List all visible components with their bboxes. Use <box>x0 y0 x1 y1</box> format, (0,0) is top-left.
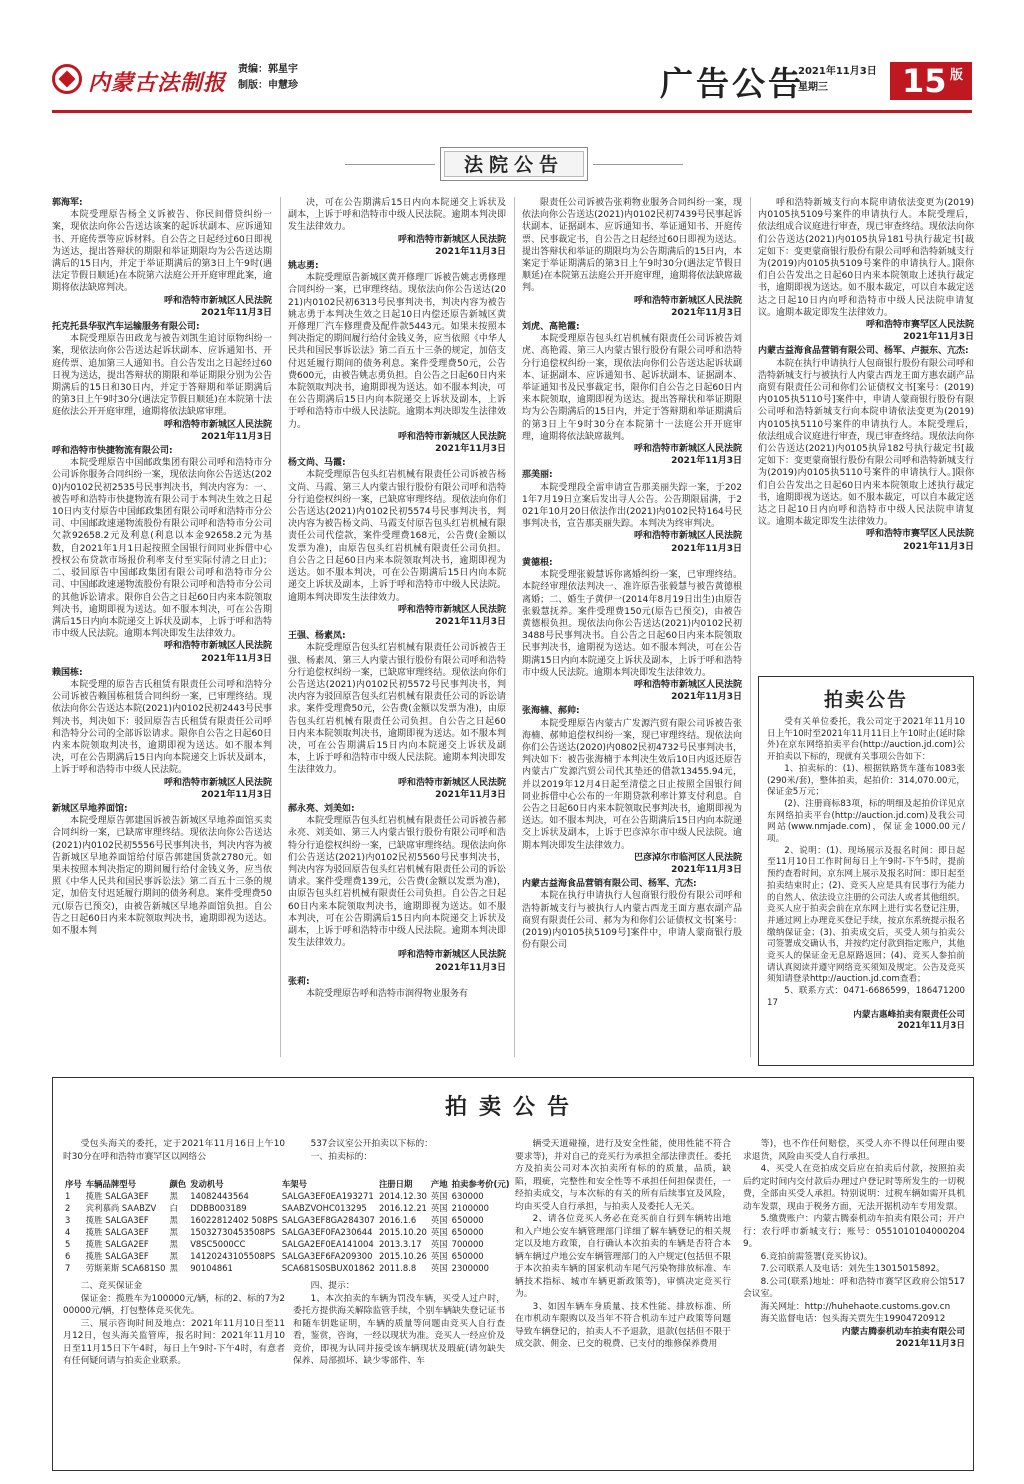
notice-party: 托克托县华驭汽车运输服务有限公司: <box>52 322 200 333</box>
vehicle-auction-signature: 内蒙古腾泰机动车拍卖有限公司 <box>841 1326 965 1337</box>
table-cell: 700000 <box>451 1239 484 1249</box>
court-notice <box>288 197 506 258</box>
notice-party: 杨文尚、马霞: <box>288 458 346 469</box>
court-notice <box>288 803 506 974</box>
notice-column-4 <box>758 197 974 657</box>
table-cell: 90104861 <box>190 1263 233 1273</box>
auction-date: 2021年11月3日 <box>897 1021 965 1032</box>
notice-court: 呼和浩特市新城区人民法院 <box>163 295 272 306</box>
table-cell: 2300000 <box>451 1263 489 1273</box>
court-notice <box>52 197 272 319</box>
table-cell: 英国 <box>430 1191 448 1201</box>
notice-body: 本院在执行申请执行人包商银行股份有限公司呼和浩特新城支行与被执行人内蒙古西龙王面方惠农副产品商贸有限责任公司、郝为为和你们公证债权文书[案号：(2019)内0105执5109号]案件中，申请人蒙商银行股份有限公司 <box>522 891 742 951</box>
notice-party: 张莉: <box>288 976 310 987</box>
notice-party: 王强、杨素凤: <box>288 631 346 642</box>
table-cell: 2016.12.21 <box>378 1203 427 1213</box>
vehicle-auction-paragraph: 保证金：揽胜车为100000元/辆，标的2、标的7为200000元/辆，打包整体竞买优先。 <box>63 1293 285 1316</box>
table-row <box>63 1190 512 1202</box>
notice-date: 2021年11月3日 <box>201 431 272 442</box>
vehicle-auction-paragraph: 4、买受人在竞拍成交后应在拍卖后付款，按照拍卖后约定时间内交付款后办理过户登记时等所发生的一切税费，全部由买受人承担。特别说明：过税车辆如需开具机动车发票，现由于税务方面，无法开据机动车专用发票。 <box>743 1164 965 1212</box>
court-notice <box>288 260 506 455</box>
vehicle-auction-col-1 <box>63 1138 285 1163</box>
table-header-row <box>63 1178 512 1190</box>
notice-body: 限责任公司诉被告张莉物业服务合同纠纷一案，现依法向你公告送达(2021)内0102民初7439号民事起诉状副本、证据副本、应诉通知书、举证通知书、开庭传票、民事裁定书，自公告之日起经过60日即视为送达。提出答辩状和举证的期限均为公告期满后的15日内，本案定于举证期满后的第3日上午9时30分(遇法定节假日顺延)在本院第五法庭公开开庭审理，逾期将依法缺席裁判。 <box>522 198 742 294</box>
vehicle-auction-paragraph: 6.竞拍前需签署(竞买协议)。 <box>760 1251 873 1262</box>
vehicle-auction-paragraph: 7.公司联系人及电话：刘先生13015015892。 <box>760 1264 945 1274</box>
notice-party: 郝永亮、刘美如: <box>288 803 355 814</box>
table-row <box>63 1250 512 1262</box>
table-cell: 英国 <box>430 1227 448 1237</box>
table-cell: SALGA3EF6FA209300 <box>281 1251 373 1261</box>
auction-paragraph: (2)、注册商标83项，标的明细及起拍价详见京东网络拍卖平台(http://auction.jd.com)及我公司网站(www.nmjade.com)，保证金1000.00元/项。 <box>767 798 965 845</box>
notice-court: 巴彦淖尔市临河区人民法院 <box>633 852 742 863</box>
table-cell: 2011.8.8 <box>378 1263 417 1273</box>
notice-column-3 <box>522 197 742 1047</box>
notice-party: 内蒙古益海食品营销有限公司、杨军、卢振东、亢杰: <box>758 346 969 357</box>
table-cell: 16022812402 508PS <box>190 1215 278 1225</box>
table-header: 发动机号 <box>190 1179 224 1189</box>
notice-party: 内蒙古益海食品营销有限公司、杨军、亢杰: <box>522 879 697 890</box>
vehicle-auction-intro-2: 537会议室公开拍卖以下标的： <box>310 1139 433 1149</box>
notice-party: 郭海军: <box>52 198 83 208</box>
table-cell: SAABZVOHC013295 <box>281 1203 367 1213</box>
table-cell: 揽胜 SALGA3EF <box>85 1215 149 1225</box>
notice-body: 决，可在公告期满后15日内向本院递交上诉状及副本，上诉于呼和浩特市中级人民法院。逾期本判决即发生法律效力。 <box>288 198 506 233</box>
notice-date: 2021年11月3日 <box>435 962 506 973</box>
table-cell: 3 <box>65 1215 71 1225</box>
court-notice <box>52 803 272 937</box>
vehicle-auction-paragraph: 三、展示咨询时间及地点：2021年11月10日至11月12日，包头海关监管库，报名时间：2021年11月10日至11月15日下午4时，每日上午9时-下午4时，有意者有任何疑问请与拍卖企业联系。 <box>63 1318 285 1366</box>
notice-date: 2021年11月3日 <box>201 307 272 318</box>
vehicle-auction-col-3 <box>515 1138 731 1351</box>
notice-court: 呼和浩特市新城区人民法院 <box>163 419 272 430</box>
table-cell: 劳斯莱斯 SCA681S0 <box>85 1263 166 1273</box>
court-notice <box>288 457 506 628</box>
vehicle-auction-paragraph: 海关监督电话：包头海关贾先生19904720912 <box>760 1314 946 1324</box>
vehicle-lots-table <box>63 1178 512 1274</box>
notice-court: 呼和浩特市赛罕区人民法院 <box>865 320 974 331</box>
table-cell: 1 <box>65 1191 71 1201</box>
table-header: 拍卖参考价(元) <box>451 1179 510 1189</box>
table-cell: SALGA3EF0EA193271 <box>281 1191 374 1201</box>
court-notices-title: 法院公告 <box>444 151 584 177</box>
producer-name: 制版：申慧珍 <box>238 80 298 91</box>
notice-body: 本院受理原告中国邮政集团有限公司呼和浩特市分公司诉你服务合同纠纷一案，现依法向你公告送达(2020)内0102民初2535号民事判决书，判决内容为：一、被告呼和浩特市快捷物流有限公司于本判决生效之日起10日内支付原告中国邮政集团有限公司呼和浩特市分公司、中国邮政速递物流股份有限公司呼和浩特市分公司欠款92658.2元及利息(利息以本金92658.2元为基数，自2021年1月1日起按照全国银行间同业拆借中心授权公布贷款市场报价利率支付至实际付清之日止)；二、驳回原告中国邮政集团有限公司呼和浩特市分公司、中国邮政速递物流股份有限公司呼和浩特市分公司的其他诉讼请求。限你自公告之日起60日内来本院领取判决书，逾期即视为送达。如不服本判决，可在公告期满后15日内向本院递交上诉状及副本，上诉于呼和浩特市中级人民法院。逾期本判决即发生法律效力。 <box>52 458 272 640</box>
notice-body: 本院受理原告呼和浩特市润得物业服务有 <box>306 989 469 999</box>
court-notice <box>288 976 506 1000</box>
table-cell: 黑 <box>169 1251 178 1261</box>
notice-date: 2021年11月3日 <box>671 692 742 703</box>
column-divider <box>514 197 515 1057</box>
table-cell: 白 <box>169 1203 178 1213</box>
vehicle-auction-paragraph: 等)，也不作任何赔偿，买受人亦不得以任何理由要求退货，风险由买受人自行承担。 <box>743 1139 965 1162</box>
vehicle-auction-paragraph: 8.公司(联系)地址：呼和浩特市赛罕区政府公馆517会议室。 <box>743 1276 965 1299</box>
notice-body: 本院受理原告包头红岩机械有限责任公司诉被告王强、杨素凤、第三人内蒙古银行股份有限公司呼和浩特分行追偿权纠纷一案，已缺席审理终结。现依法向你们公告送达(2021)内0102民初5572号民事判决书，判决内容为驳回原告包头红岩机械有限责任公司的诉讼请求。案件受理费50元，公告费(金额以发票为准)，由原告包头红岩机械有限责任公司负担。自公告之日起60日内来本院领取判决书，逾期即视为送达。如不服本判决，可在公告期满后15日内向本院递交上诉状及副本，上诉于呼和浩特市中级人民法院。逾期本判决即发生法律效力。 <box>288 643 506 776</box>
notice-date: 2021年11月3日 <box>671 864 742 875</box>
table-row <box>63 1238 512 1250</box>
table-cell: 2015.10.20 <box>378 1227 427 1237</box>
notice-court: 呼和浩特市新城区人民法院 <box>163 777 272 788</box>
notice-party: 赖国栋: <box>52 667 83 678</box>
table-header: 车辆品牌型号 <box>85 1179 136 1189</box>
newspaper-logo <box>52 62 227 98</box>
issue-weekday: 星期三 <box>798 82 828 93</box>
notice-date: 2021年11月3日 <box>435 444 506 455</box>
notice-body: 本院受理张毅慧诉你离婚纠纷一案，已审理终结。本院经审理依法判决一、准许原告张毅慧与被告黄德根离婚；二、婚生子黄伊一(2014年8月19日出生)由原告张毅慧抚养。案件受理费150元(原告已预交)，由被告黄德根负担。现依法向你公告送达(2021)内0102民初3488号民事判决书。自公告之日起60日内来本院领取民事判决书，逾期视为送达。如不服本判决，可在公告期满15日内向本院递交上诉状及副本，上诉于呼和浩特市中级人民法院。逾期本判决即发生法律效力。 <box>522 570 742 678</box>
table-cell: 英国 <box>430 1263 448 1273</box>
notice-column-2 <box>288 197 506 1067</box>
table-cell: 2014.12.30 <box>378 1191 427 1201</box>
vehicle-auction-col-4 <box>743 1138 965 1351</box>
table-cell: 黑 <box>169 1239 178 1249</box>
auction-notice-body <box>767 717 965 1033</box>
table-cell: 揽胜 SALGA2EF <box>85 1239 149 1249</box>
table-header: 车架号 <box>281 1179 307 1189</box>
table-cell: 6 <box>65 1251 71 1261</box>
table-cell: SALGA3EF0FA230644 <box>281 1227 373 1237</box>
court-notice <box>758 197 974 343</box>
court-notice <box>522 197 742 319</box>
notice-party: 张海楠、郝帅: <box>522 706 580 717</box>
notice-court: 呼和浩特市新城区人民法院 <box>633 679 742 690</box>
court-notice <box>52 445 272 665</box>
table-row <box>63 1214 512 1226</box>
notice-date: 2021年11月3日 <box>903 541 974 552</box>
vehicle-auction-paragraph: 1、本次拍卖的车辆为罚没车辆，买受人过户时，委托方提供海关解除监管手续，个别车辆缺失登记证书和随车钥匙证明，车辆的质量等问题由竞买人自行查看，鉴赏，咨询，一经以现状为准。竞买人一经应价及竞价，即视为认同并接受该车辆现状及瑕疵(请勿缺失保养、局部损坏、缺少零部件、车 <box>293 1293 505 1366</box>
vehicle-auction-title: 拍卖公告 <box>444 1094 581 1120</box>
notice-date: 2021年11月3日 <box>671 543 742 554</box>
page-number: 15 <box>902 62 947 100</box>
table-cell: V8SC5000CC <box>190 1239 246 1249</box>
table-cell: 英国 <box>430 1251 448 1261</box>
vehicle-auction-paragraph: 2、请各位竞买人务必在竞买前自行到车辆转出地和入户地公安车辆管理部门详细了解车辆登记的相关规定以及地方政策，自行确认本次拍卖的车辆是否符合本辆车辆过户地公安车辆管理部门的入户规定(包括但不限于本次拍卖车辆的国家机动车尾气污染物排放标准、车辆技术指标、城市车辆更新政策等)，审慎决定竞买行为。 <box>515 1214 731 1299</box>
notice-body: 本院受理原告郭建国诉被告新城区早地养面馆买卖合同纠纷一案，已缺席审理终结。现依法向你公告送达(2021)内0102民初5556号民事判决书，判决内容为被告新城区早地养面馆给付原告郭建国货款2780元。如果未按照本判决指定的期间履行给付金钱义务，应当依照《中华人民共和国民事诉讼法》第二百五十三条的规定，加倍支付迟延履行期间的债务利息。案件受理费50元(原告已预交)，由被告新城区早地养面馆负担。自公告之日起60日内来本院领取判决书，逾期即视为送达。如不服本判 <box>52 816 272 936</box>
notice-court: 呼和浩特市新城区人民法院 <box>633 444 742 455</box>
column-divider <box>750 197 751 1057</box>
notice-body: 本院受理段全雷申请宣告那美丽失踪一案，于2021年7月19日立案后发出寻人公告。公告期限届满，于2021年10月20日依法作出(2021)内0102民特164号民事判决书，宣告那美丽失踪。本判决为终审判决。 <box>522 482 742 530</box>
notice-court: 呼和浩特市新城区人民法院 <box>397 431 506 442</box>
table-cell: 黑 <box>169 1263 178 1273</box>
notice-date: 2021年11月3日 <box>435 246 506 257</box>
court-notice <box>758 345 974 552</box>
table-header: 序号 <box>65 1179 82 1189</box>
notice-body: 本院受理原告包头红岩机械有限责任公司诉被告刘虎、高艳霞、第三人内蒙古银行股份有限公司呼和浩特分行追偿权纠纷一案，现依法向你们公告送达起诉状副本、证据副本、应诉通知书、起诉状副本、证据副本、举证通知书及民事裁定书，限你们自公告之日起60日内来本院领取，逾期即视为送达。提出答辩状和举证期限均为公告期满后的15日内，并定于答辩期和举证期满后的第3日上午9时30分在本院第十一法庭公开开庭审理，逾期将依法缺席裁判。 <box>522 334 742 442</box>
table-cell: 650000 <box>451 1251 484 1261</box>
notice-body: 本院受理原告杨全义诉被告、你民间借贷纠纷一案，现依法向你公告送达该案的起诉状副本、应诉通知书、开庭传票等应诉材料。自公告之日起经过60日即视为送达，提出答辩状的期限和举证期限均为公告送达期满后的15日内，并定于举证期满后的第3日上午9时(遇法定节假日顺延)在本院第六法庭公开开庭审理此案，逾期将依法缺席判决。 <box>52 210 272 294</box>
notice-date: 2021年11月3日 <box>201 789 272 800</box>
notice-court: 呼和浩特市新城区人民法院 <box>633 295 742 306</box>
notice-party: 刘虎、高艳霞: <box>522 322 580 333</box>
vehicle-auction-notice <box>52 1077 974 1471</box>
vehicle-auction-col-2-lower <box>293 1280 505 1368</box>
table-header: 颜色 <box>169 1179 187 1189</box>
table-cell: 630000 <box>451 1191 484 1201</box>
notice-party: 那美丽: <box>522 470 553 481</box>
table-cell: 黑 <box>169 1227 178 1237</box>
auction-paragraph: 受有关单位委托，我公司定于2021年11月10日上午10时至2021年11月11日上午10时止(延时除外)在京东网络拍卖平台(http://auction.jd.com)公开拍卖以下标的，现就有关事项公告如下： <box>767 717 965 763</box>
auction-paragraph: 5、联系方式：0471-6686599，18647120017 <box>767 986 965 1008</box>
court-notice <box>522 469 742 554</box>
notice-body: 本院受理原告新城区黄开修理厂诉被告姚志勇修理合同纠纷一案，已审理终结。现依法向你公告送达(2021)内0102民初6313号民事判决书，判决内容为被告姚志勇于本判决生效之日起10日内偿还原告新城区黄开修理厂汽车修理费及配件款5443元。如果未按照本判决指定的期间履行给付金钱义务，应当依照《中华人民共和国民事诉讼法》第二百五十三条的规定，加倍支付迟延履行期间的债务利息。案件受理费50元，公告费600元，由被告姚志勇负担。自公告之日起60日内来本院领取判决书，逾期即视为送达。如不服本判决，可在公告期满后15日内向本院递交上诉状及副本，上诉于呼和浩特市中级人民法院。逾期本判决即发生法律效力。 <box>288 273 506 430</box>
notice-date: 2021年11月3日 <box>671 307 742 318</box>
notice-body: 呼和浩特新城支行向本院申请依法变更为(2019)内0105执5109号案件的申请执行人。本院受理后，依法组成合议庭进行审查，现已审查终结。现依法向你们公告送达(2021)内0105执异181号执行裁定书[裁定如下：变更蒙商银行股份有限公司呼和浩特新城支行为(2019)内0105执5109号案件的申请执行人。]限你们自公告发出之日起60日内来本院领取上述执行裁定书，逾期即视为送达。如不服本裁定，可以自本裁定送达之日起10日内向呼和浩特市中级人民法院申请复议。逾期本裁定即发生法律效力。 <box>758 198 974 318</box>
notice-date: 2021年11月3日 <box>201 653 272 664</box>
notice-body: 本院受理原告田政龙与被告刘凯生追讨原物纠纷一案，现依法向你公告送达起诉状副本、应诉通知书、开庭传票、追加第三人通知书。自公告发出之日起经过60日视为送达，提出答辩状的期限和举证期限分别为公告期满后的15日和30日内，并定于答辩期和举证期满后的第3日上午9时30分(遇法定节假日顺延)在本院第十法庭依法公开开庭审理，逾期将依法缺席审理。 <box>52 334 272 418</box>
table-cell: 2016.1.6 <box>378 1215 417 1225</box>
notice-date: 2021年11月3日 <box>903 332 974 343</box>
table-cell: 黑 <box>169 1191 178 1201</box>
notice-court: 呼和浩特市新城区人民法院 <box>397 950 506 961</box>
masthead-rule <box>52 110 972 113</box>
notice-court: 呼和浩特市新城区人民法院 <box>397 777 506 788</box>
table-header: 产地 <box>430 1179 448 1189</box>
table-cell: SALGA2EF0EA141004 <box>281 1239 374 1249</box>
court-notice <box>52 667 272 801</box>
court-notice <box>522 705 742 876</box>
table-row <box>63 1262 512 1274</box>
auction-paragraph: 2、说明：(1)、现场展示及报名时间：即日起至11月10日工作时间每日上午9时-下午5时，提前预约查看时间，京东网上展示及报名时间：即日起至拍卖结束时止；(2)、竞买人应是具有民事行为能力的自然人、依法设立注册的公司法人或者其他组织。竞买人应于拍卖会前在京东网上进行实名登记注册，并通过网上办理竞买登记手续，按京东系统提示报名缴纳保证金；(3)、拍卖成交后，买受人须与拍卖公司签署成交确认书，并按约定付款到指定账户，其他竞买人的保证金无息原路返回；(4)、竞买人参拍前请认真阅读并遵守网络竞买须知及规定。公告及竞买须知请登录http://auction.jd.com查看； <box>767 845 965 985</box>
logo-emblem-icon <box>52 64 82 94</box>
editor-name: 责编：郭星宇 <box>238 64 298 75</box>
table-cell: 2013.3.17 <box>378 1239 422 1249</box>
notice-party: 黄德根: <box>522 557 553 568</box>
court-notice <box>52 321 272 443</box>
notice-court: 呼和浩特市新城区人民法院 <box>397 234 506 245</box>
notice-party: 姚志勇: <box>288 261 319 272</box>
table-cell: 650000 <box>451 1227 484 1237</box>
notice-body: 本院在执行申请执行人包商银行股份有限公司呼和浩特新城支行与被执行人内蒙古西龙王面方惠农副产品商贸有限责任公司和你们公证债权文书[案号：(2019)内0105执5110号]案件中，申请人蒙商银行股份有限公司呼和浩特新城支行向本院申请依法变更为(2019)内0105执5110号案件的申请执行人。本院受理后，依法组成合议庭进行审查，现已审查终结。现依法向你们公告送达(2021)内0105执异182号执行裁定书[裁定如下：变更蒙商银行股份有限公司呼和浩特新城支行为(2019)内0105执5110号案件的申请执行人。]限你们自公告发出之日起60日内来本院领取上述执行裁定书，逾期即视为送达。如不服本裁定，可以自本裁定送达之日起10日内向呼和浩特市中级人民法院申请复议。逾期本裁定即发生法律效力。 <box>758 358 974 528</box>
table-cell: 15032730453508PS <box>190 1227 276 1237</box>
notice-court: 呼和浩特市赛罕区人民法院 <box>865 529 974 540</box>
table-cell: 英国 <box>430 1203 448 1213</box>
table-cell: 14120243105508PS <box>190 1251 276 1261</box>
notice-date: 2021年11月3日 <box>435 616 506 627</box>
vehicle-auction-paragraph: 3、如因车辆车身质量、技术性能、排放标准、所在市机动车限购以及当年不符合机动车过户政策等问题导致车辆登记的，拍卖人不予退款，退款(包括但不限于成交款、佣金、已交的税费、已支付的维修保养费用 <box>515 1301 731 1349</box>
table-cell: 7 <box>65 1263 71 1273</box>
vehicle-auction-subhead: 一、拍卖标的： <box>310 1151 373 1162</box>
page-number-badge <box>890 62 972 100</box>
notice-party: 新城区早地养面馆: <box>52 803 128 814</box>
court-notice <box>288 630 506 801</box>
vehicle-auction-intro: 受包头海关的委托，定于2021年11月16日上午10时30分在呼和浩特市赛罕区以网络公 <box>63 1139 285 1162</box>
notice-date: 2021年11月3日 <box>435 789 506 800</box>
table-cell: SCA681S0SBUX01862 <box>281 1263 375 1273</box>
auction-signature: 内蒙古惠峰拍卖有限责任公司 <box>853 1009 965 1020</box>
court-notice <box>522 321 742 467</box>
vehicle-auction-col-2 <box>293 1138 505 1163</box>
table-cell: 揽胜 SALGA3EF <box>85 1251 149 1261</box>
logo-text: 内蒙古法制报 <box>88 70 227 96</box>
table-cell: SALGA3EF8GA284307 <box>281 1215 375 1225</box>
notice-body: 本院受理原告包头红岩机械有限责任公司诉被告郝永亮、刘美如、第三人内蒙古银行股份有限公司呼和浩特分行追偿权纠纷一案，已缺席审理终结。现依法向你们公告送达(2021)内0102民初5560号民事判决书，判决内容为驳回原告包头红岩机械有限责任公司的诉讼请求。案件受理费139元，公告费(金额以发票为准)，由原告包头红岩机械有限责任公司负担。自公告之日起60日内来本院领取判决书，逾期即视为送达。如不服本判决，可在公告期满后15日内向本院递交上诉状及副本，上诉于呼和浩特市中级人民法院。逾期本判决即发生法律效力。 <box>288 816 506 949</box>
vehicle-auction-paragraph: 辆受天道碰撞，进行及安全性能，使用性能不符合要求等)，并对自己的竞买行为承担全部法律责任。委托方及拍卖公司对本次拍卖所有标的的质量，品质，缺陷，瑕疵，完整性和安全性等不承担任何担保责任，一经拍卖成交，与本次标的有关的所有后续事宜及风险，均由买受人自行承担，与拍卖人及委托人无关。 <box>515 1139 731 1212</box>
notice-body: 本院受理的原告吉氏租赁有限责任公司呼和浩特分公司诉被告赖国栋租赁合同纠纷一案，已审理终结。现依法向你公告送达本院(2021)内0102民初2443号民事判决书，判决如下：驳回原告吉氏租赁有限责任公司呼和浩特分公司的全部诉讼请求。限你自公告之日起60日内来本院领取判决书，逾期即视为送达。如不服本判决，可在公告期满后15日内向本院递交上诉状及副本，上诉于呼和浩特市中级人民法院。 <box>52 679 272 776</box>
vehicle-auction-date: 2021年11月3日 <box>895 1339 965 1349</box>
notice-body: 本院受理原告内蒙古广发源汽贸有限公司诉被告张海楠、郝帅追偿权纠纷一案，现已审理终结。现依法向你们公告送达(2020)内0802民初4732号民事判决书，判决如下：被告张海楠于本判决生效后10日内返还原告内蒙古广发源汽贸公司代其垫还的借款13455.94元，并以2019年12月4日起至清偿之日止按照全国银行间同业拆借中心公布的一年期贷款利率计算支付利息。自公告之日起60日内来本院领取民事判决书，逾期即视为送达。如不服本判决，可在公告期满后15日内向本院递交上诉状及副本，上诉于巴彦淖尔市中级人民法院。逾期本判决即发生法律效力。 <box>522 718 742 851</box>
table-row <box>63 1226 512 1238</box>
table-cell: 4 <box>65 1227 71 1237</box>
table-cell: DDBB003189 <box>190 1203 247 1213</box>
vehicle-auction-col-1-lower <box>63 1280 285 1368</box>
vehicle-lots-body <box>63 1190 512 1274</box>
table-header: 注册日期 <box>378 1179 413 1189</box>
issue-date-text: 2021年11月3日 <box>798 66 877 77</box>
notice-court: 呼和浩特市新城区人民法院 <box>163 641 272 652</box>
table-cell: 英国 <box>430 1215 448 1225</box>
table-cell: 揽胜 SALGA3EF <box>85 1227 149 1237</box>
notice-court: 呼和浩特市新城区人民法院 <box>633 531 742 542</box>
section-title: 广告公告 <box>660 64 804 103</box>
notice-court: 呼和浩特市新城区人民法院 <box>397 604 506 615</box>
column-divider <box>280 197 281 1057</box>
editor-credits <box>238 62 298 94</box>
table-cell: 2 <box>65 1203 71 1213</box>
table-cell: 5 <box>65 1239 71 1249</box>
table-cell: 宾利慕尚 SAABZV <box>85 1203 157 1213</box>
table-cell: 英国 <box>430 1239 448 1249</box>
table-cell: 14082443564 <box>190 1191 249 1201</box>
notice-date: 2021年11月3日 <box>671 456 742 467</box>
court-notice <box>522 557 742 703</box>
vehicle-auction-paragraph: 四、提示： <box>310 1281 355 1291</box>
table-cell: 650000 <box>451 1215 484 1225</box>
auction-paragraph: 1、拍卖标的：(1)、根据铁路货车蓬布1083张(290米/套)，整体拍卖，起拍价：314,070.00元，保证金5万元； <box>767 763 965 798</box>
notice-column-1 <box>52 197 272 1067</box>
page-suffix: 版 <box>950 68 964 83</box>
notice-party: 呼和浩特市快捷物流有限公司: <box>52 446 173 457</box>
masthead <box>52 58 972 108</box>
auction-notice-title: 拍卖公告 <box>823 689 908 711</box>
table-cell: 黑 <box>169 1215 178 1225</box>
table-cell: 揽胜 SALGA3EF <box>85 1191 149 1201</box>
court-notice <box>522 878 742 951</box>
notice-body: 本院受理原告包头红岩机械有限责任公司诉被告杨文尚、马霞、第三人内蒙古银行股份有限公司呼和浩特分行追偿权纠纷一案，已缺席审理终结。现依法向你们公告送达(2021)内0102民初5574号民事判决书，判决内容为被告杨文尚、马霞支付原告包头红岩机械有限责任公司代偿款，案件受理费168元，公告费(金额以发票为准)，由原告包头红岩机械有限责任公司负担。自公告之日起60日内来本院领取判决书，逾期即视为送达。如不服本判决，可在公告期满后15日内向本院递交上诉状及副本，上诉于呼和浩特市中级人民法院。逾期本判决即发生法律效力。 <box>288 470 506 603</box>
court-notices-header <box>440 147 588 181</box>
vehicle-auction-paragraph: 5.缴费账户：内蒙古腾泰机动车拍卖有限公司；开户行：农行呼市新城支行；账号：05510101040002049。 <box>743 1214 965 1249</box>
table-cell: 2100000 <box>451 1203 489 1213</box>
auction-notice-box <box>758 676 974 1066</box>
table-row <box>63 1202 512 1214</box>
table-cell: 2015.10.26 <box>378 1251 427 1261</box>
vehicle-auction-paragraph: 二、竞买保证金 <box>80 1281 143 1291</box>
customs-website[interactable]: 海关网址：http://huhehaote.customs.gov.cn <box>760 1301 951 1312</box>
